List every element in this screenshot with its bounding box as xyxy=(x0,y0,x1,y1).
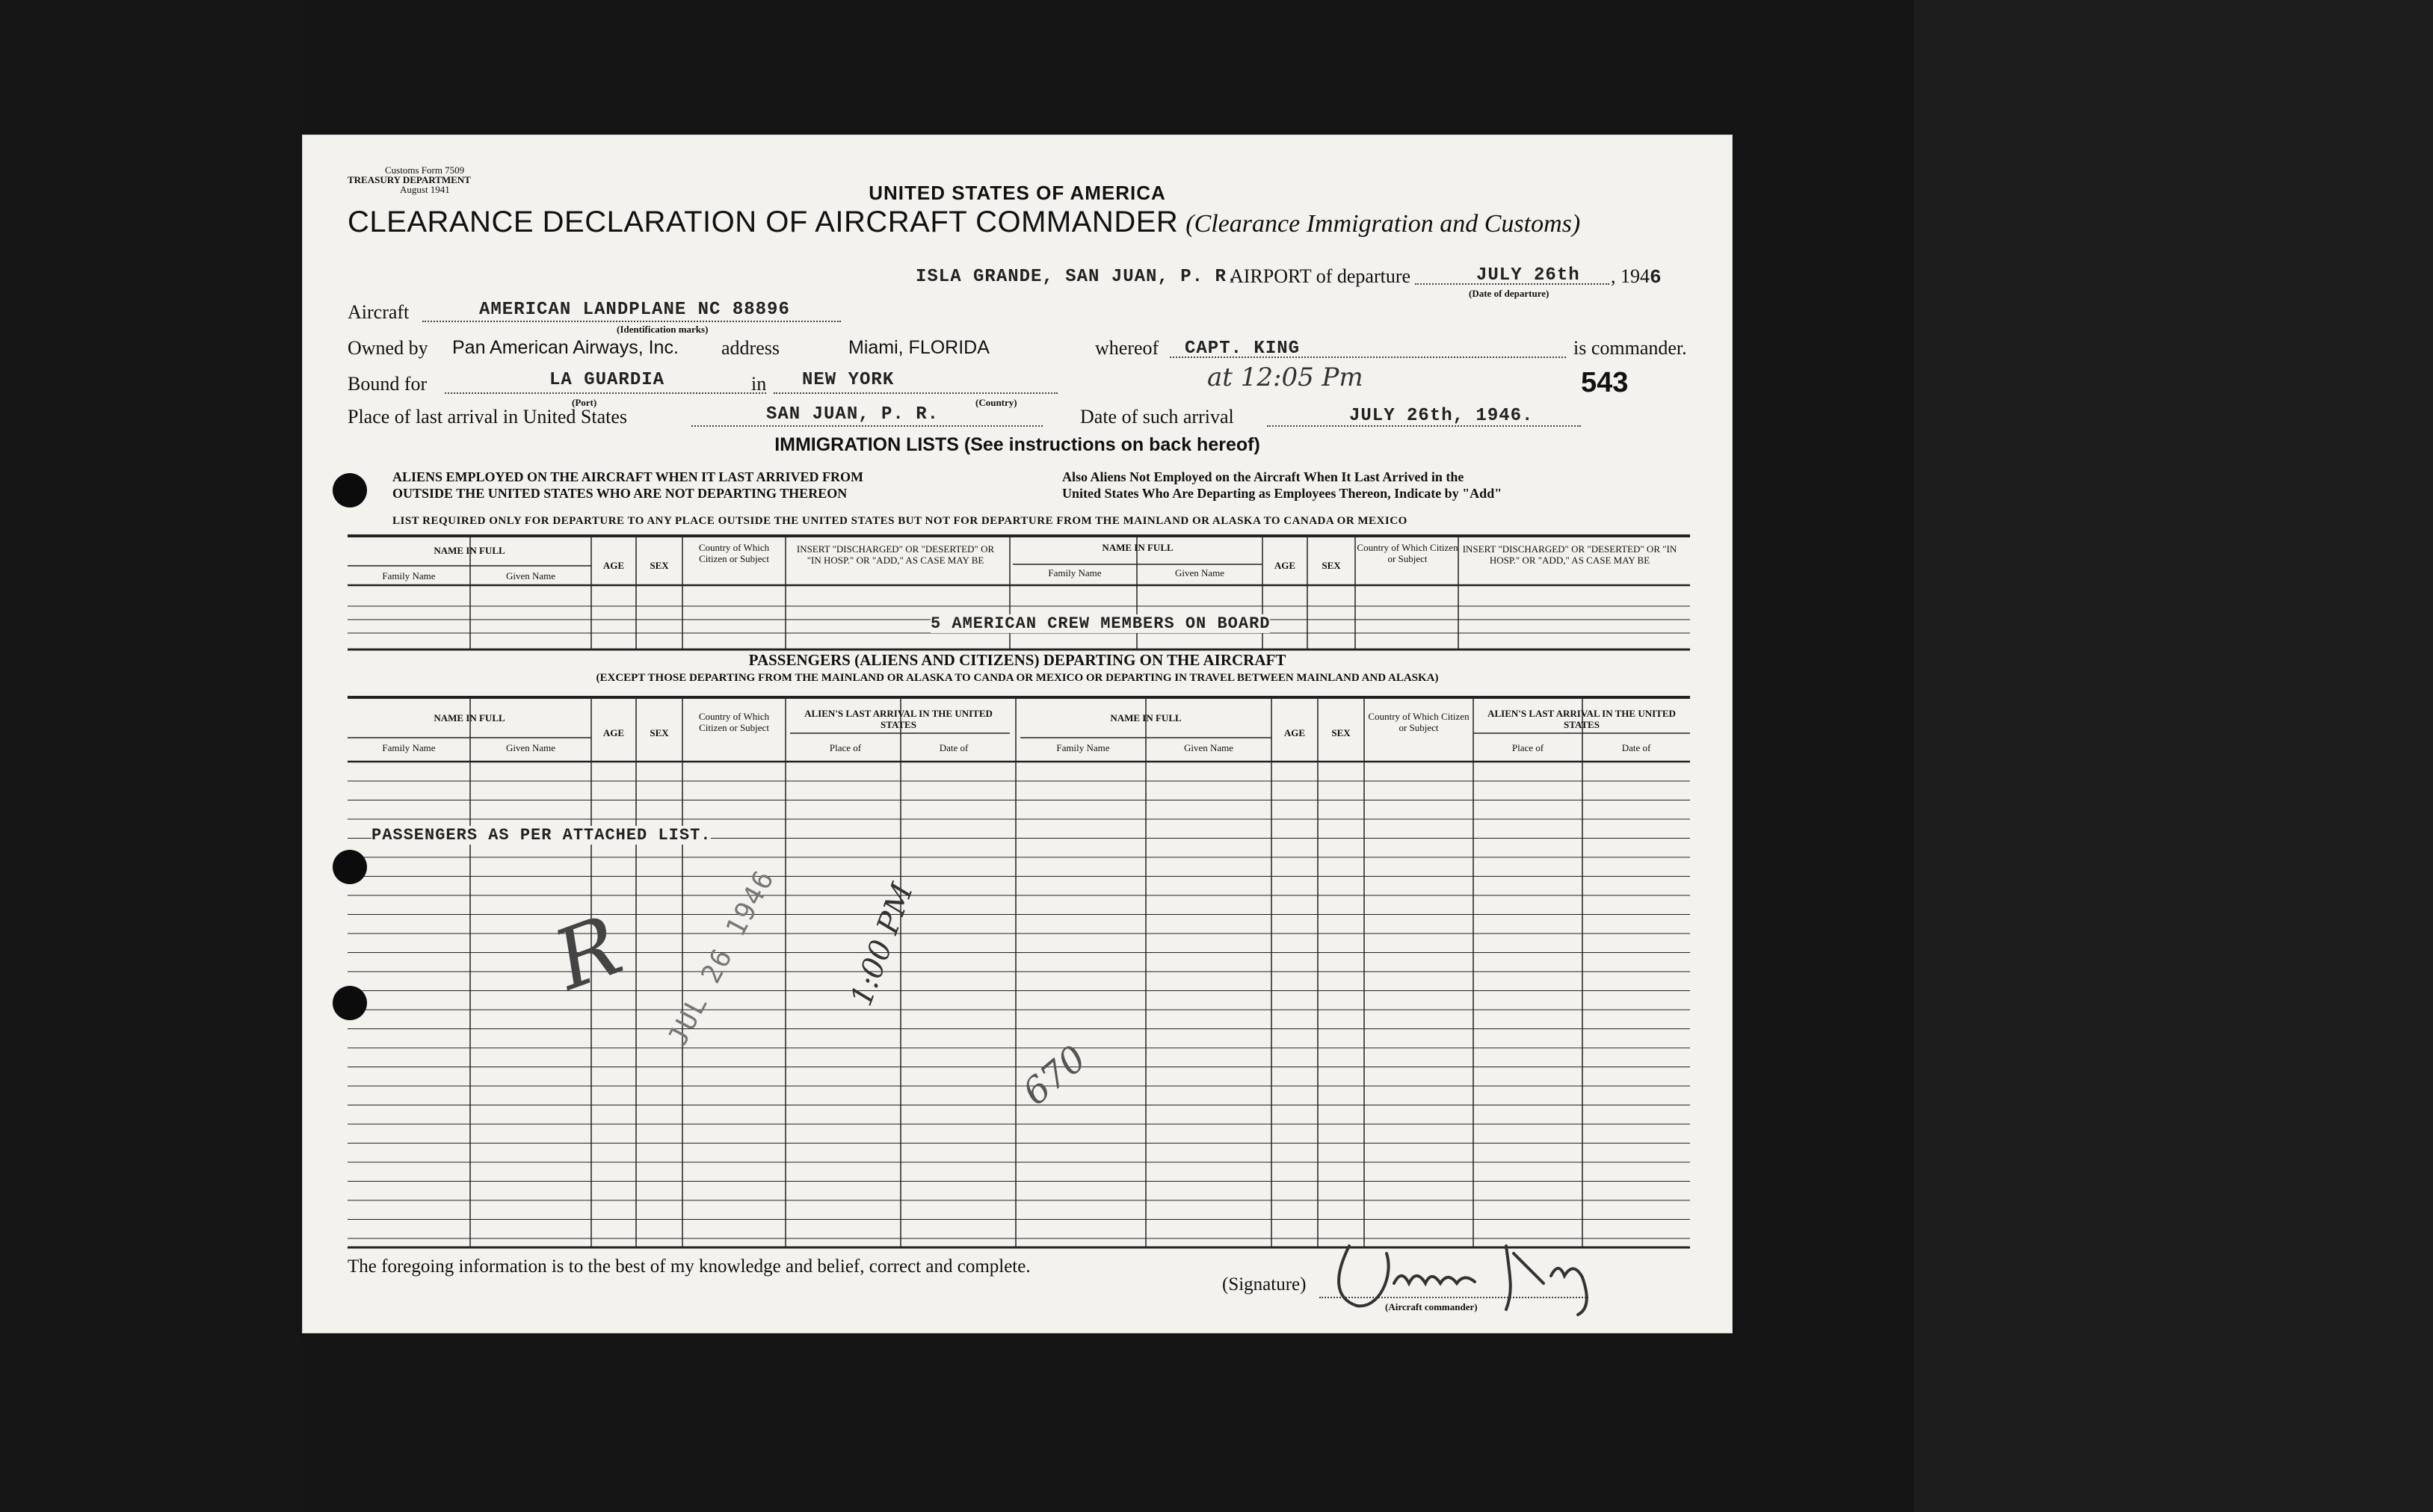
date-stamp: JUL 26 1946 xyxy=(662,864,781,1052)
aliens-employed-line-1: ALIENS EMPLOYED ON THE AIRCRAFT WHEN IT LAST ARRIVED FROM xyxy=(392,469,863,484)
signature-label: (Signature) xyxy=(1222,1274,1307,1295)
pax-date-header-left: Date of xyxy=(939,742,969,753)
aircraft-caption: (Identification marks) xyxy=(617,324,709,335)
last-arrival-label: Place of last arrival in United States xyxy=(348,406,628,428)
departure-airport-value: ISLA GRANDE, SAN JUAN, P. R. xyxy=(916,267,1239,287)
immigration-heading: IMMIGRATION LISTS (See instructions on back hereof) xyxy=(774,434,1260,455)
address-value: Miami, FLORIDA xyxy=(848,337,990,358)
pax-country-header-right: Country of Which Citizen or Subject xyxy=(1368,711,1470,733)
pax-name-header-left: NAME IN FULL xyxy=(434,712,505,723)
time-annotation: 1:00 PM xyxy=(844,879,920,1010)
binder-hole-1 xyxy=(333,473,367,507)
passengers-subheading: (EXCEPT THOSE DEPARTING FROM THE MAINLAND OR ALASKA TO CANDA OR MEXICO OR DEPARTING IN TRAVEL BETWEEN MAINLAND AND ALASKA) xyxy=(596,672,1439,684)
bound-country-value: NEW YORK xyxy=(802,370,895,390)
commander-signature xyxy=(1327,1231,1641,1321)
owned-by-label: Owned by xyxy=(348,337,428,359)
pax-given-header-left: Given Name xyxy=(505,742,556,753)
aliens-not-employed-line-1: Also Aliens Not Employed on the Aircraft When It Last Arrived in the xyxy=(1062,469,1464,484)
film-border-right xyxy=(1914,0,2433,1512)
clearance-declaration-form xyxy=(302,135,1733,1333)
binder-hole-3 xyxy=(333,986,367,1020)
aircraft-label: Aircraft xyxy=(348,301,410,323)
pax-age-header-left: AGE xyxy=(602,727,625,738)
bound-port-value: LA GUARDIA xyxy=(549,370,665,390)
crew-name-header-right: NAME IN FULL xyxy=(1102,542,1174,553)
pax-place-header-right: Place of xyxy=(1511,742,1544,753)
crew-insert-header-left: INSERT "DISCHARGED" OR "DESERTED" OR "IN HOSP." OR "ADD," AS CASE MAY BE xyxy=(796,543,995,566)
crew-entry: 5 AMERICAN CREW MEMBERS ON BOARD xyxy=(931,614,1271,633)
bound-for-label: Bound for xyxy=(348,373,428,395)
passengers-heading: PASSENGERS (ALIENS AND CITIZENS) DEPARTING ON THE AIRCRAFT xyxy=(748,651,1286,669)
passengers-entry: PASSENGERS AS PER ATTACHED LIST. xyxy=(371,826,712,845)
arrival-date-value: JULY 26th, 1946. xyxy=(1349,406,1534,426)
pax-date-header-right: Date of xyxy=(1621,742,1651,753)
crew-sex-header-right: SEX xyxy=(1322,560,1341,571)
pax-place-header-left: Place of xyxy=(829,742,862,753)
departure-date-value: JULY 26th xyxy=(1476,265,1580,286)
departure-airport-label: AIRPORT of departure xyxy=(1230,265,1411,287)
pax-last-arrival-header-left: ALIEN'S LAST ARRIVAL IN THE UNITED STATES xyxy=(804,708,993,730)
department-name: TREASURY DEPARTMENT xyxy=(348,174,471,185)
aircraft-value: AMERICAN LANDPLANE NC 88896 xyxy=(479,300,790,320)
commander-value: CAPT. KING xyxy=(1185,339,1301,359)
pax-sex-header-right: SEX xyxy=(1331,727,1351,738)
bound-in-label: in xyxy=(751,373,767,395)
address-label: address xyxy=(721,337,780,359)
commander-suffix: is commander. xyxy=(1573,337,1687,359)
departure-year-prefix: , 194 xyxy=(1611,265,1650,287)
form-title: CLEARANCE DECLARATION OF AIRCRAFT COMMANDER xyxy=(348,206,1179,238)
crew-name-header-left: NAME IN FULL xyxy=(434,545,505,556)
initials-scrawl: R xyxy=(542,897,634,1009)
crew-country-header-right: Country of Which Citizen or Subject xyxy=(1357,542,1458,564)
crew-insert-header-right: INSERT "DISCHARGED" OR "DESERTED" OR "IN HOSP." OR "ADD," AS CASE MAY BE xyxy=(1462,543,1677,566)
number-annotation: 670 xyxy=(1014,1037,1094,1114)
customs-form-number: Customs Form 7509 xyxy=(385,164,465,176)
aliens-not-employed-line-2: United States Who Are Departing as Employees Thereon, Indicate by "Add" xyxy=(1062,486,1502,501)
departure-date-caption: (Date of departure) xyxy=(1469,288,1549,299)
form-serial-number: 543 xyxy=(1581,367,1629,398)
crew-family-header-left: Family Name xyxy=(382,570,436,581)
departure-year-digit: 6 xyxy=(1650,266,1662,288)
country-heading: UNITED STATES OF AMERICA xyxy=(869,182,1166,204)
pax-country-header-left: Country of Which Citizen or Subject xyxy=(698,711,770,733)
film-border-left xyxy=(0,0,302,1512)
crew-age-header-right: AGE xyxy=(1274,560,1296,571)
binder-hole-2 xyxy=(333,850,367,884)
crew-family-header-right: Family Name xyxy=(1048,567,1102,578)
form-title-italic: (Clearance Immigration and Customs) xyxy=(1185,210,1581,238)
pax-sex-header-left: SEX xyxy=(650,727,669,738)
crew-sex-header-left: SEX xyxy=(650,560,669,571)
aliens-employed-line-2: OUTSIDE THE UNITED STATES WHO ARE NOT DEPARTING THEREON xyxy=(392,486,848,501)
bound-port-caption: (Port) xyxy=(572,397,597,408)
pax-age-header-right: AGE xyxy=(1283,727,1306,738)
signature-caption: (Aircraft commander) xyxy=(1385,1301,1478,1312)
arrival-date-label: Date of such arrival xyxy=(1080,406,1234,428)
certification-statement: The foregoing information is to the best of my knowledge and belief, correct and complete. xyxy=(348,1256,1031,1277)
bound-time-note: at 12:05 Pm xyxy=(1207,362,1363,392)
list-required-note: LIST REQUIRED ONLY FOR DEPARTURE TO ANY PLACE OUTSIDE THE UNITED STATES BUT NOT FOR DEPARTURE FROM THE MAINLAND OR ALASKA TO CANADA OR MEXICO xyxy=(392,515,1407,527)
form-date: August 1941 xyxy=(400,184,450,195)
pax-name-header-right: NAME IN FULL xyxy=(1110,712,1182,723)
crew-given-header-left: Given Name xyxy=(505,570,556,581)
crew-age-header-left: AGE xyxy=(602,560,625,571)
form-grid-lines xyxy=(303,135,1732,1333)
last-arrival-value: SAN JUAN, P. R. xyxy=(766,404,940,425)
whereof-label: whereof xyxy=(1095,337,1159,359)
pax-given-header-right: Given Name xyxy=(1183,742,1234,753)
crew-country-header-left: Country of Which Citizen or Subject xyxy=(698,542,770,564)
pax-last-arrival-header-right: ALIEN'S LAST ARRIVAL IN THE UNITED STATES xyxy=(1487,708,1676,730)
pax-family-header-right: Family Name xyxy=(1056,742,1110,753)
bound-country-caption: (Country) xyxy=(975,397,1017,408)
crew-given-header-right: Given Name xyxy=(1174,567,1225,578)
owned-by-value: Pan American Airways, Inc. xyxy=(452,337,679,358)
pax-family-header-left: Family Name xyxy=(382,742,436,753)
